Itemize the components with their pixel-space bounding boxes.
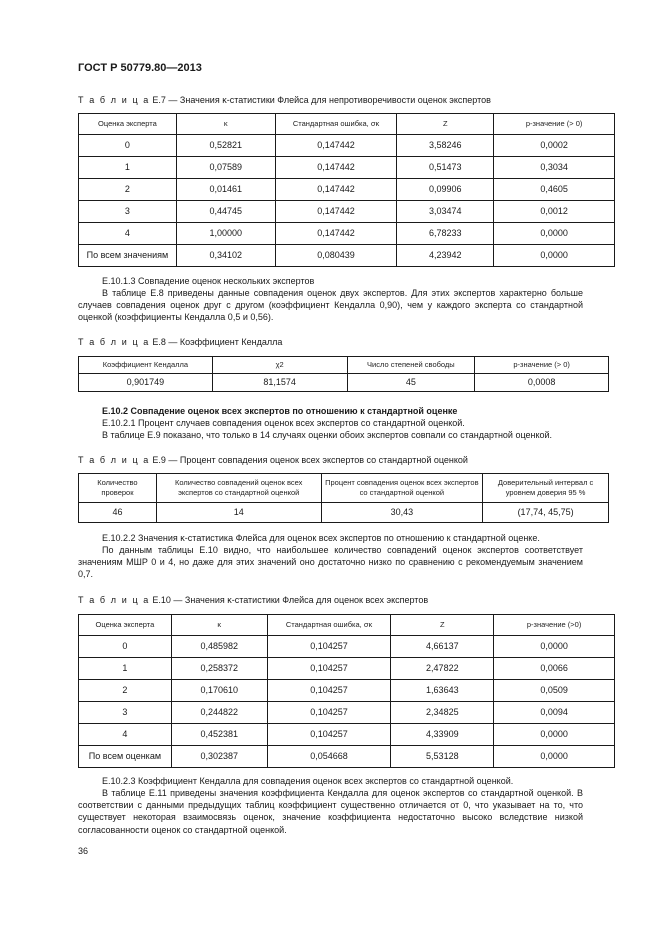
table-cell: 0,147442 <box>275 201 397 223</box>
table-row <box>79 201 615 223</box>
table-row <box>79 135 615 157</box>
column-header: Число степеней свободы <box>347 357 475 374</box>
table-cell: 0,0000 <box>494 724 615 746</box>
table-cell: 0,104257 <box>267 636 391 658</box>
paragraph: В таблице Е.11 приведены значения коэффициента Кендалла для оценок экспертов со стандартной оценкой. В соответствии с данными предыдущих таблиц коэффициент существенно отличается от 0, что указывает на то, что существует некоторая взаимосвязь оценок, значение коэффициента недостаточно высоко вследствие низкой согласованности оценок со стандартной оценкой. <box>78 788 583 835</box>
table-cell: 0 <box>79 135 177 157</box>
table-e10 <box>78 614 615 768</box>
paragraph: В таблице Е.9 показано, что только в 14 случаях оценки обоих экспертов совпали со стандартной оценкой. <box>102 430 553 441</box>
table-cell: 3 <box>79 702 172 724</box>
document-code: ГОСТ Р 50779.80—2013 <box>78 62 202 74</box>
table-cell: 0,170610 <box>171 680 267 702</box>
table-cell: 0,44745 <box>176 201 275 223</box>
table-header-row <box>79 474 609 503</box>
table-cell: 6,78233 <box>397 223 494 245</box>
column-header: p-значение (>0) <box>494 615 615 636</box>
table-cell: 3,58246 <box>397 135 494 157</box>
table-row <box>79 658 615 680</box>
table-row <box>79 374 609 392</box>
table-cell: 0 <box>79 636 172 658</box>
paragraph: По данным таблицы Е.10 видно, что наибольшее количество совпадений оценок экспертов соответствует значениям МШР 0 и 4, но даже для этих значений оно достаточно низко по сравнению с рекомендуемым значением 0,7. <box>78 545 583 580</box>
column-header: p-значение (> 0) <box>494 114 615 135</box>
column-header: Z <box>391 615 494 636</box>
table-cell: 0,51473 <box>397 157 494 179</box>
table-cell: 3,03474 <box>397 201 494 223</box>
table-cell: (17,74, 45,75) <box>483 503 609 523</box>
table-cell: 4,66137 <box>391 636 494 658</box>
table-e9 <box>78 473 609 523</box>
table-cell: 2 <box>79 179 177 201</box>
table-cell: 1 <box>79 157 177 179</box>
table-cell: 0,3034 <box>494 157 615 179</box>
table-header-row <box>79 357 609 374</box>
table-cell: 0,0000 <box>494 636 615 658</box>
paragraph: В таблице Е.8 приведены данные совпадения оценок двух экспертов. Для этих экспертов характерно больше случаев совпадения оценок друг с другом (коэффициент Кендалла 0,90), чем у каждого эксперта со стандартной оценкой (коэффициенты Кендалла 0,5 и 0,56). <box>78 288 583 323</box>
table-cell: 46 <box>79 503 157 523</box>
column-header: Стандартная ошибка, σκ <box>275 114 397 135</box>
table-row <box>79 245 615 267</box>
table-cell: 0,4605 <box>494 179 615 201</box>
table-label: Т а б л и ц а <box>78 595 150 605</box>
table-cell: 0,104257 <box>267 680 391 702</box>
table-row <box>79 179 615 201</box>
column-header: κ <box>171 615 267 636</box>
column-header: p-значение (> 0) <box>475 357 609 374</box>
table-cell: 0,0012 <box>494 201 615 223</box>
table-row <box>79 724 615 746</box>
table-cell: 0,34102 <box>176 245 275 267</box>
table-header-row <box>79 114 615 135</box>
table-cell: 4,33909 <box>391 724 494 746</box>
table-e7 <box>78 113 615 267</box>
table-cell: 0,104257 <box>267 658 391 680</box>
table-cell: 2 <box>79 680 172 702</box>
section-e102 <box>78 405 583 441</box>
column-header: Доверительный интервал с уровнем доверия 95 % <box>483 474 609 503</box>
table-label: Т а б л и ц а <box>78 337 150 347</box>
table-e9-caption <box>78 454 468 466</box>
table-cell: 0,147442 <box>275 179 397 201</box>
table-cell: 0,01461 <box>176 179 275 201</box>
table-cell: 0,07589 <box>176 157 275 179</box>
table-cell: 0,09906 <box>397 179 494 201</box>
table-row <box>79 746 615 768</box>
table-title: Е.8 — Коэффициент Кендалла <box>152 337 283 347</box>
table-cell: 1,63643 <box>391 680 494 702</box>
table-cell: 1 <box>79 658 172 680</box>
table-cell: 0,452381 <box>171 724 267 746</box>
table-cell: 0,52821 <box>176 135 275 157</box>
column-header: Коэффициент Кендалла <box>79 357 213 374</box>
table-cell: По всем значениям <box>79 245 177 267</box>
table-cell: 0,258372 <box>171 658 267 680</box>
table-row <box>79 157 615 179</box>
column-header: Количество совпадений оценок всех экспертов со стандартной оценкой <box>156 474 321 503</box>
table-cell: 0,901749 <box>79 374 213 392</box>
table-cell: 0,0000 <box>494 746 615 768</box>
table-cell: 0,0008 <box>475 374 609 392</box>
table-cell: 14 <box>156 503 321 523</box>
table-cell: 30,43 <box>321 503 483 523</box>
table-e8-caption <box>78 336 282 348</box>
table-cell: 0,244822 <box>171 702 267 724</box>
table-row <box>79 503 609 523</box>
table-cell: 0,147442 <box>275 223 397 245</box>
table-e10-caption <box>78 594 428 606</box>
table-cell: 4,23942 <box>397 245 494 267</box>
column-header: Оценка эксперта <box>79 114 177 135</box>
paragraph: Е.10.2.1 Процент случаев совпадения оценок всех экспертов со стандартной оценкой. <box>102 418 465 429</box>
table-cell: 81,1574 <box>212 374 347 392</box>
table-row <box>79 223 615 245</box>
table-cell: 0,0509 <box>494 680 615 702</box>
section-e1023 <box>78 775 583 836</box>
section-heading: Е.10.2 Совпадение оценок всех экспертов по отношению к стандартной оценке <box>102 406 458 416</box>
section-e1013 <box>78 275 583 324</box>
table-label: Т а б л и ц а <box>78 95 150 105</box>
column-header: κ <box>176 114 275 135</box>
paragraph: Е.10.1.3 Совпадение оценок нескольких экспертов <box>102 276 315 286</box>
table-header-row <box>79 615 615 636</box>
table-cell: 0,0066 <box>494 658 615 680</box>
table-cell: 0,147442 <box>275 135 397 157</box>
table-cell: 0,485982 <box>171 636 267 658</box>
table-cell: 1,00000 <box>176 223 275 245</box>
table-cell: 0,104257 <box>267 724 391 746</box>
column-header: χ2 <box>212 357 347 374</box>
section-e1022 <box>78 532 583 581</box>
table-cell: 0,147442 <box>275 157 397 179</box>
table-cell: 3 <box>79 201 177 223</box>
table-cell: 0,0000 <box>494 245 615 267</box>
table-cell: 0,0094 <box>494 702 615 724</box>
table-label: Т а б л и ц а <box>78 455 150 465</box>
table-cell: По всем оценкам <box>79 746 172 768</box>
table-title: Е.9 — Процент совпадения оценок всех экспертов со стандартной оценкой <box>152 455 468 465</box>
table-cell: 2,34825 <box>391 702 494 724</box>
table-cell: 0,104257 <box>267 702 391 724</box>
table-e8 <box>78 356 609 392</box>
table-cell: 45 <box>347 374 475 392</box>
table-cell: 2,47822 <box>391 658 494 680</box>
paragraph: Е.10.2.2 Значения κ-статистика Флейса для оценок всех экспертов по отношению к стандартной оценке. <box>102 533 540 543</box>
column-header: Оценка эксперта <box>79 615 172 636</box>
column-header: Количество проверок <box>79 474 157 503</box>
table-cell: 4 <box>79 223 177 245</box>
table-cell: 0,0002 <box>494 135 615 157</box>
table-e7-caption <box>78 94 491 106</box>
table-title: Е.7 — Значения κ-статистики Флейса для непротиворечивости оценок экспертов <box>152 95 491 105</box>
table-cell: 0,302387 <box>171 746 267 768</box>
column-header: Стандартная ошибка, σκ <box>267 615 391 636</box>
paragraph: Е.10.2.3 Коэффициент Кендалла для совпадения оценок всех экспертов со стандартной оценкой. <box>102 776 514 786</box>
page-number: 36 <box>78 846 89 856</box>
table-cell: 0,080439 <box>275 245 397 267</box>
table-cell: 5,53128 <box>391 746 494 768</box>
table-row <box>79 636 615 658</box>
table-title: Е.10 — Значения κ-статистики Флейса для оценок всех экспертов <box>152 595 429 605</box>
table-cell: 0,0000 <box>494 223 615 245</box>
column-header: Z <box>397 114 494 135</box>
table-row <box>79 680 615 702</box>
table-cell: 0,054668 <box>267 746 391 768</box>
column-header: Процент совпадения оценок всех экспертов со стандартной оценкой <box>321 474 483 503</box>
table-row <box>79 702 615 724</box>
table-cell: 4 <box>79 724 172 746</box>
